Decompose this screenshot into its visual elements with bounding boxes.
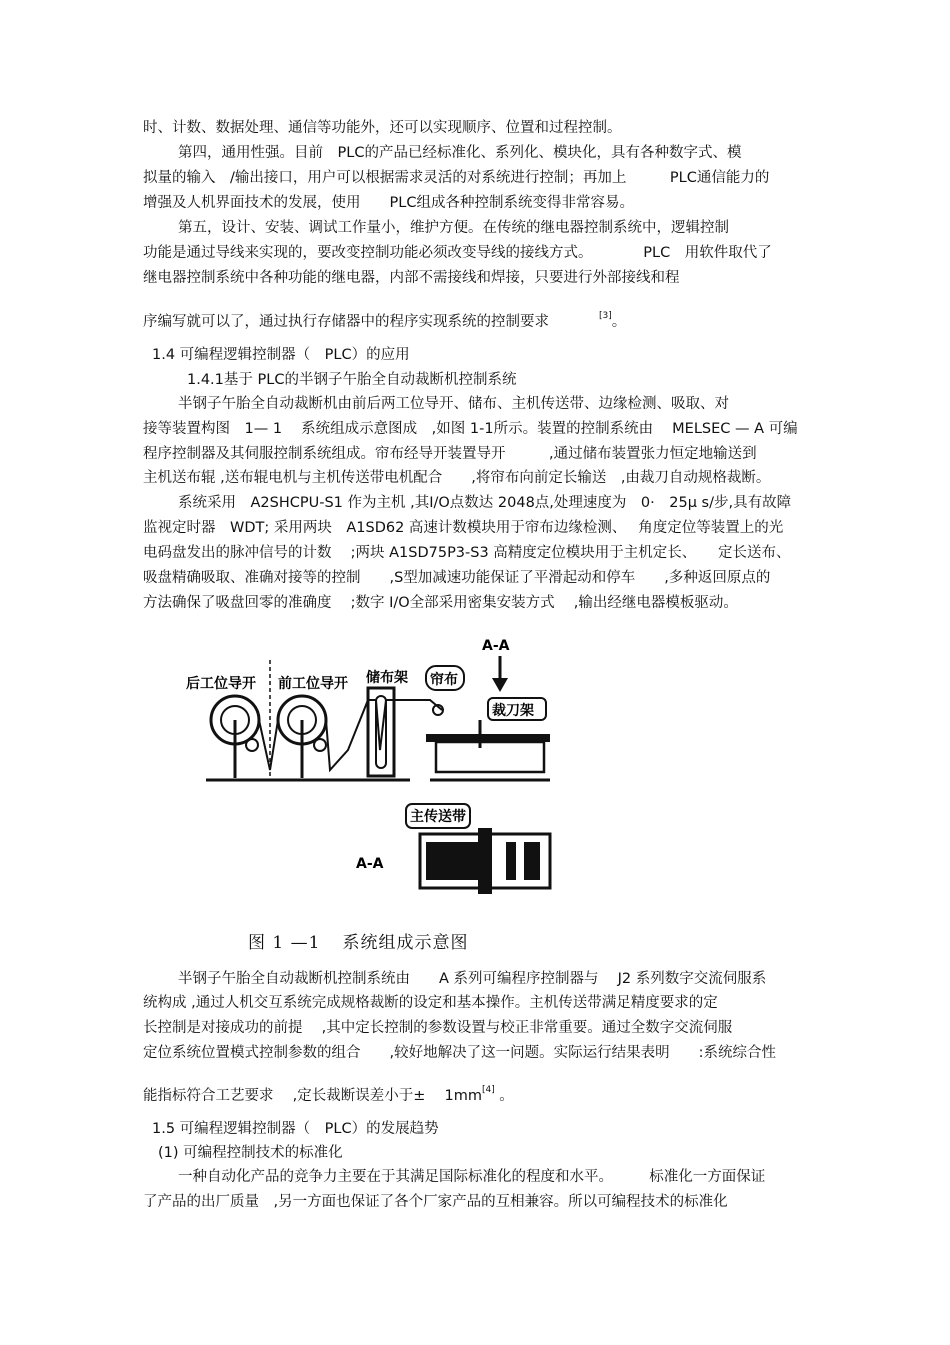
conveyor-post <box>478 828 492 894</box>
label-front-unwind: 前工位导开 <box>278 676 348 692</box>
label-section-top: A-A <box>482 638 510 654</box>
conveyor-stripe-1 <box>506 842 516 880</box>
text-run: 。 <box>494 1087 514 1104</box>
text-line <box>143 1082 514 1106</box>
text-line: 监视定时器 WDT; 采用两块 A1SD62 高速计数模块用于帘布边缘检测、 角度定位等装置上的光 <box>143 520 784 536</box>
text-line: 拟量的输入 /输出接口，用户可以根据需求灵活的对系统进行控制；再加上 PLC通信能力的 <box>143 170 770 186</box>
figure-caption <box>248 928 490 953</box>
conveyor-stripe-2 <box>524 842 540 880</box>
text-line: 吸盘精确吸取、准确对接等的控制 ,S型加减速功能保证了平滑起动和停车 ,多种返回原点的 <box>143 570 771 586</box>
rear-guide-roller <box>246 739 258 751</box>
label-section-bottom: A-A <box>356 856 384 872</box>
section-heading: 1.4 可编程逻辑控制器（ PLC）的应用 <box>152 347 410 363</box>
text-line: 一种自动化产品的竞争力主要在于其满足国际标准化的程度和水平。 标准化一方面保证 <box>178 1169 766 1185</box>
text-line: 接等装置构图 1— 1 系统组成示意图成 ,如图 1-1所示。装置的控制系统由 MELSEC — A 可编 <box>143 421 798 437</box>
text-line: 统构成 ,通过人机交互系统完成规格裁断的设定和基本操作。主机传送带满足精度要求的定 <box>143 995 718 1011</box>
text-run: 序编写就可以了，通过执行存储器中的程序实现系统的控制要求 <box>143 313 549 330</box>
text-run: 。 <box>611 313 627 330</box>
text-line: 继电器控制系统中各种功能的继电器，内部不需接线和焊接，只要进行外部接线和程 <box>143 270 680 286</box>
text-line: 第五，设计、安装、调试工作量小，维护方便。在传统的继电器控制系统中，逻辑控制 <box>178 220 729 236</box>
citation-ref: [4] <box>481 1085 495 1095</box>
subsection-heading: (1) 可编程控制技术的标准化 <box>158 1145 343 1161</box>
text-line: 定位系统位置模式控制参数的组合 ,较好地解决了这一问题。实际运行结果表明 :系统综合性 <box>143 1045 776 1061</box>
text-line: 长控制是对接成功的前提 ,其中定长控制的参数设置与校正非常重要。通过全数字交流伺服 <box>143 1020 733 1036</box>
label-rear-unwind: 后工位导开 <box>186 676 256 692</box>
label-cutter: 裁刀架 <box>492 703 534 719</box>
text-line: 了产品的出厂质量 ,另一方面也保证了各个厂家产品的互相兼容。所以可编程技术的标准化 <box>143 1194 728 1210</box>
text-line: 功能是通过导线来实现的，要改变控制功能必须改变导线的接线方式。 PLC 用软件取代了 <box>143 245 772 261</box>
arrow-head <box>492 678 508 692</box>
caption-title: 系统组成示意图 <box>342 933 469 953</box>
conveyor-belt-dark <box>426 842 486 880</box>
text-line <box>143 308 626 332</box>
text-line: 时、计数、数据处理、通信等功能外，还可以实现顺序、位置和过程控制。 <box>143 120 622 136</box>
label-conveyor: 主传送带 <box>410 809 466 825</box>
front-guide-roller <box>314 739 326 751</box>
fabric-path <box>259 700 442 770</box>
label-cord: 帘布 <box>430 672 458 688</box>
text-line: 第四，通用性强。目前 PLC的产品已经标准化、系列化、模块化，具有各种数字式、模 <box>178 145 742 161</box>
label-storage-rack: 储布架 <box>366 670 408 686</box>
text-line: 半钢子午胎全自动裁断机由前后两工位导开、储布、主机传送带、边缘检测、吸取、对 <box>178 396 729 412</box>
text-line: 半钢子午胎全自动裁断机控制系统由 A 系列可编程序控制器与 J2 系列数字交流伺服系 <box>178 971 767 987</box>
text-line: 电码盘发出的脉冲信号的计数 ;两块 A1SD75P3-S3 高精度定位模块用于主机定长、 定长送布、 <box>143 545 791 561</box>
citation-ref: [3] <box>599 311 612 321</box>
text-line: 方法确保了吸盘回零的准确度 ;数字 I/O全部采用密集安装方式 ,输出经继电器模板驱动。 <box>143 595 738 611</box>
text-line: 程序控制器及其伺服控制系统组成。帘布经导开装置导开 ,通过储布装置张力恒定地输送到 <box>143 446 757 462</box>
subsection-heading: 1.4.1基于 PLC的半钢子午胎全自动裁断机控制系统 <box>187 372 517 388</box>
caption-number: 图 1 —1 <box>248 933 321 953</box>
storage-rack <box>368 688 394 776</box>
text-line: 系统采用 A2SHCPU-S1 作为主机 ,其I/O点数达 2048点,处理速度为 0· 25μ s/步,具有故障 <box>178 495 792 511</box>
system-diagram <box>180 630 560 910</box>
text-run: 能指标符合工艺要求 ,定长裁断误差小于± 1mm <box>143 1087 482 1104</box>
table-body <box>436 742 544 772</box>
text-line: 主机送布辊 ,送布辊电机与主机传送带电机配合 ,将帘布向前定长输送 ,由裁刀自动规格裁断。 <box>143 470 771 486</box>
text-line: 增强及人机界面技术的发展，使用 PLC组成各种控制系统变得非常容易。 <box>143 195 634 211</box>
section-heading: 1.5 可编程逻辑控制器（ PLC）的发展趋势 <box>152 1121 439 1137</box>
